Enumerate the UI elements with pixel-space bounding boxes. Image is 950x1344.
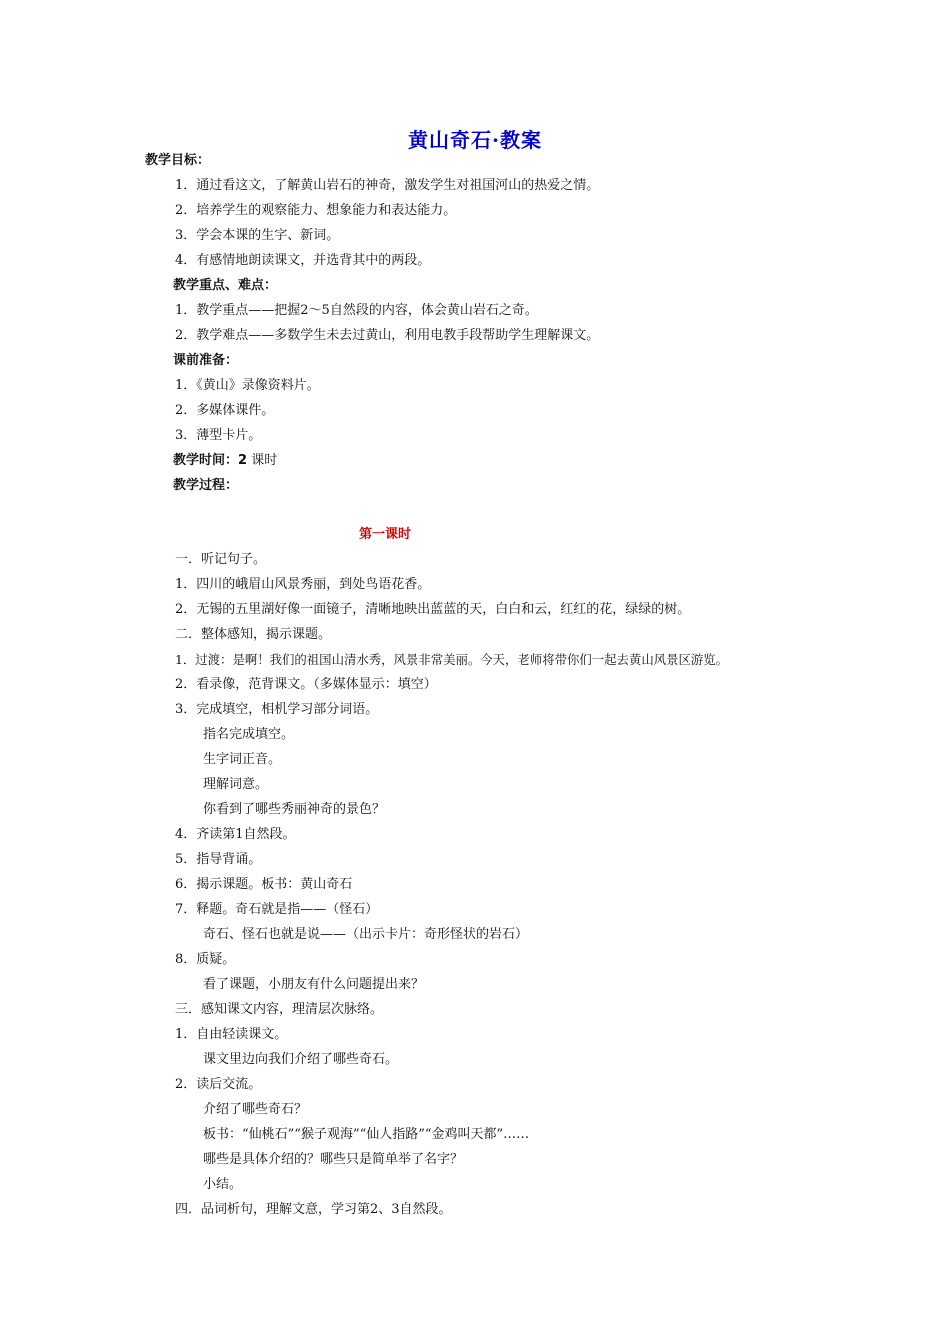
prep-heading: 课前准备：: [173, 353, 239, 368]
time-value: 2: [238, 453, 248, 468]
goals-heading: 教学目标：: [145, 153, 211, 168]
lesson-line: 理解词意。: [203, 777, 269, 792]
lesson-line: 小结。: [203, 1177, 243, 1192]
lesson-line: 课文里边向我们介绍了哪些奇石。: [203, 1052, 399, 1067]
time-unit: 课时: [251, 453, 278, 468]
lesson-line: 6．揭示课题。板书：黄山奇石: [175, 877, 353, 892]
focus-item: 1．教学重点——把握2～5自然段的内容，体会黄山岩石之奇。: [175, 303, 538, 318]
lesson-line: 3．完成填空，相机学习部分词语。: [175, 702, 379, 717]
lesson-line: 2．无锡的五里湖好像一面镜子，清晰地映出蓝蓝的天，白白和云，红红的花，绿绿的树。: [175, 602, 691, 617]
lesson-line: 1．四川的峨眉山风景秀丽，到处鸟语花香。: [175, 577, 431, 592]
lesson-line: 四．品词析句，理解文意，学习第2、3自然段。: [175, 1202, 452, 1217]
lesson-line: 4．齐读第1自然段。: [175, 827, 296, 842]
lesson-line: 哪些是具体介绍的？哪些只是简单举了名字？: [203, 1152, 464, 1167]
time-heading: 教学时间：: [173, 453, 239, 468]
lesson-line: 2．看录像，范背课文。（多媒体显示：填空）: [175, 677, 437, 692]
process-heading: 教学过程：: [173, 478, 239, 493]
lesson-line: 一．听记句子。: [175, 552, 267, 567]
prep-item: 2．多媒体课件。: [175, 403, 275, 418]
lesson-line: 介绍了哪些奇石？: [203, 1102, 308, 1117]
goal-item: 1．通过看这文，了解黄山岩石的神奇，激发学生对祖国河山的热爱之情。: [175, 178, 600, 193]
lesson-line: 三．感知课文内容，理清层次脉络。: [175, 1002, 384, 1017]
lesson-line: 奇石、怪石也就是说——（出示卡片：奇形怪状的岩石）: [203, 927, 529, 942]
lesson-line: 生字词正音。: [203, 752, 282, 767]
goal-item: 4．有感情地朗读课文，并选背其中的两段。: [175, 253, 431, 268]
lesson-line: 板书：“仙桃石”“猴子观海”“仙人指路”“金鸡叫天都”……: [203, 1127, 530, 1142]
focus-item: 2．教学难点——多数学生未去过黄山，利用电教手段帮助学生理解课文。: [175, 328, 600, 343]
lesson-line: 7．释题。奇石就是指——（怪石）: [175, 902, 379, 917]
lesson-line: 你看到了哪些秀丽神奇的景色？: [203, 802, 386, 817]
lesson-line: 2．读后交流。: [175, 1077, 262, 1092]
lesson-line: 二．整体感知，揭示课题。: [175, 627, 332, 642]
lesson-line: 看了课题，小朋友有什么问题提出来？: [203, 977, 425, 992]
prep-item: 3．薄型卡片。: [175, 428, 262, 443]
time-line: [173, 452, 277, 470]
lesson-line: 5．指导背诵。: [175, 852, 262, 867]
goal-item: 2．培养学生的观察能力、想象能力和表达能力。: [175, 203, 457, 218]
lesson-line: 8．质疑。: [175, 952, 236, 967]
document-title: 黄山奇石·教案: [408, 128, 542, 152]
focus-heading: 教学重点、难点：: [173, 278, 278, 293]
goal-item: 3．学会本课的生字、新词。: [175, 228, 340, 243]
prep-item: 1．《黄山》录像资料片。: [175, 378, 320, 393]
lesson1-title: 第一课时: [359, 527, 412, 542]
lesson-line: 指名完成填空。: [203, 727, 295, 742]
lesson-line: 1．自由轻读课文。: [175, 1027, 288, 1042]
lesson-line: 1．过渡：是啊！我们的祖国山清水秀，风景非常美丽。今天，老师将带你们一起去黄山风景区游览。: [175, 652, 729, 667]
